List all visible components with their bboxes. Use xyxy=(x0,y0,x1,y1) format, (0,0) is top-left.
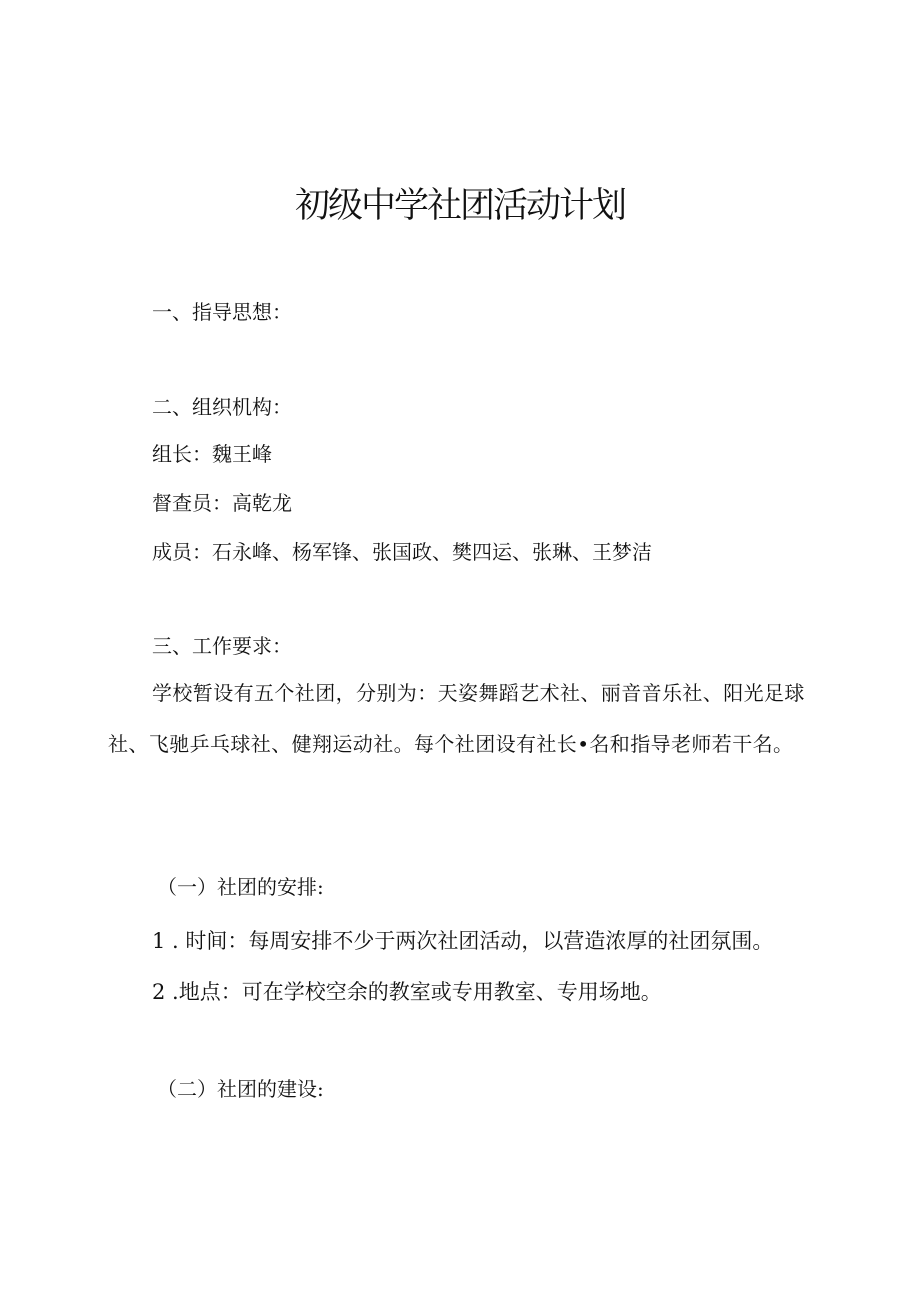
document-title: 初级中学社团活动计划 xyxy=(294,186,625,226)
subsection-heading-arrangement: （一）社团的安排: xyxy=(157,875,324,899)
section-heading-work-requirements: 三、工作要求： xyxy=(152,634,292,658)
arrangement-item-time: 1 . 时间：每周安排不少于两次社团活动，以营造浓厚的社团氛围。 xyxy=(152,929,774,953)
section-heading-organization: 二、组织机构： xyxy=(152,395,292,419)
work-requirements-intro: 学校暂设有五个社团，分别为：天姿舞蹈艺术社、丽音音乐社、阳光足球社、飞驰乒乓球社、健翔运动社。每个社团设有社长•名和指导老师若干名。 xyxy=(108,681,805,756)
subsection-heading-construction: （二）社团的建设: xyxy=(157,1077,324,1101)
organization-leader: 组长：魏王峰 xyxy=(152,442,272,466)
organization-supervisor: 督查员：高乾龙 xyxy=(152,491,292,515)
organization-members: 成员：石永峰、杨军锋、张国政、樊四运、张琳、王梦洁 xyxy=(152,540,652,564)
arrangement-item-location: 2 .地点：可在学校空余的教室或专用教室、专用场地。 xyxy=(152,980,662,1004)
section-heading-guiding-thought: 一、指导思想： xyxy=(152,300,292,324)
